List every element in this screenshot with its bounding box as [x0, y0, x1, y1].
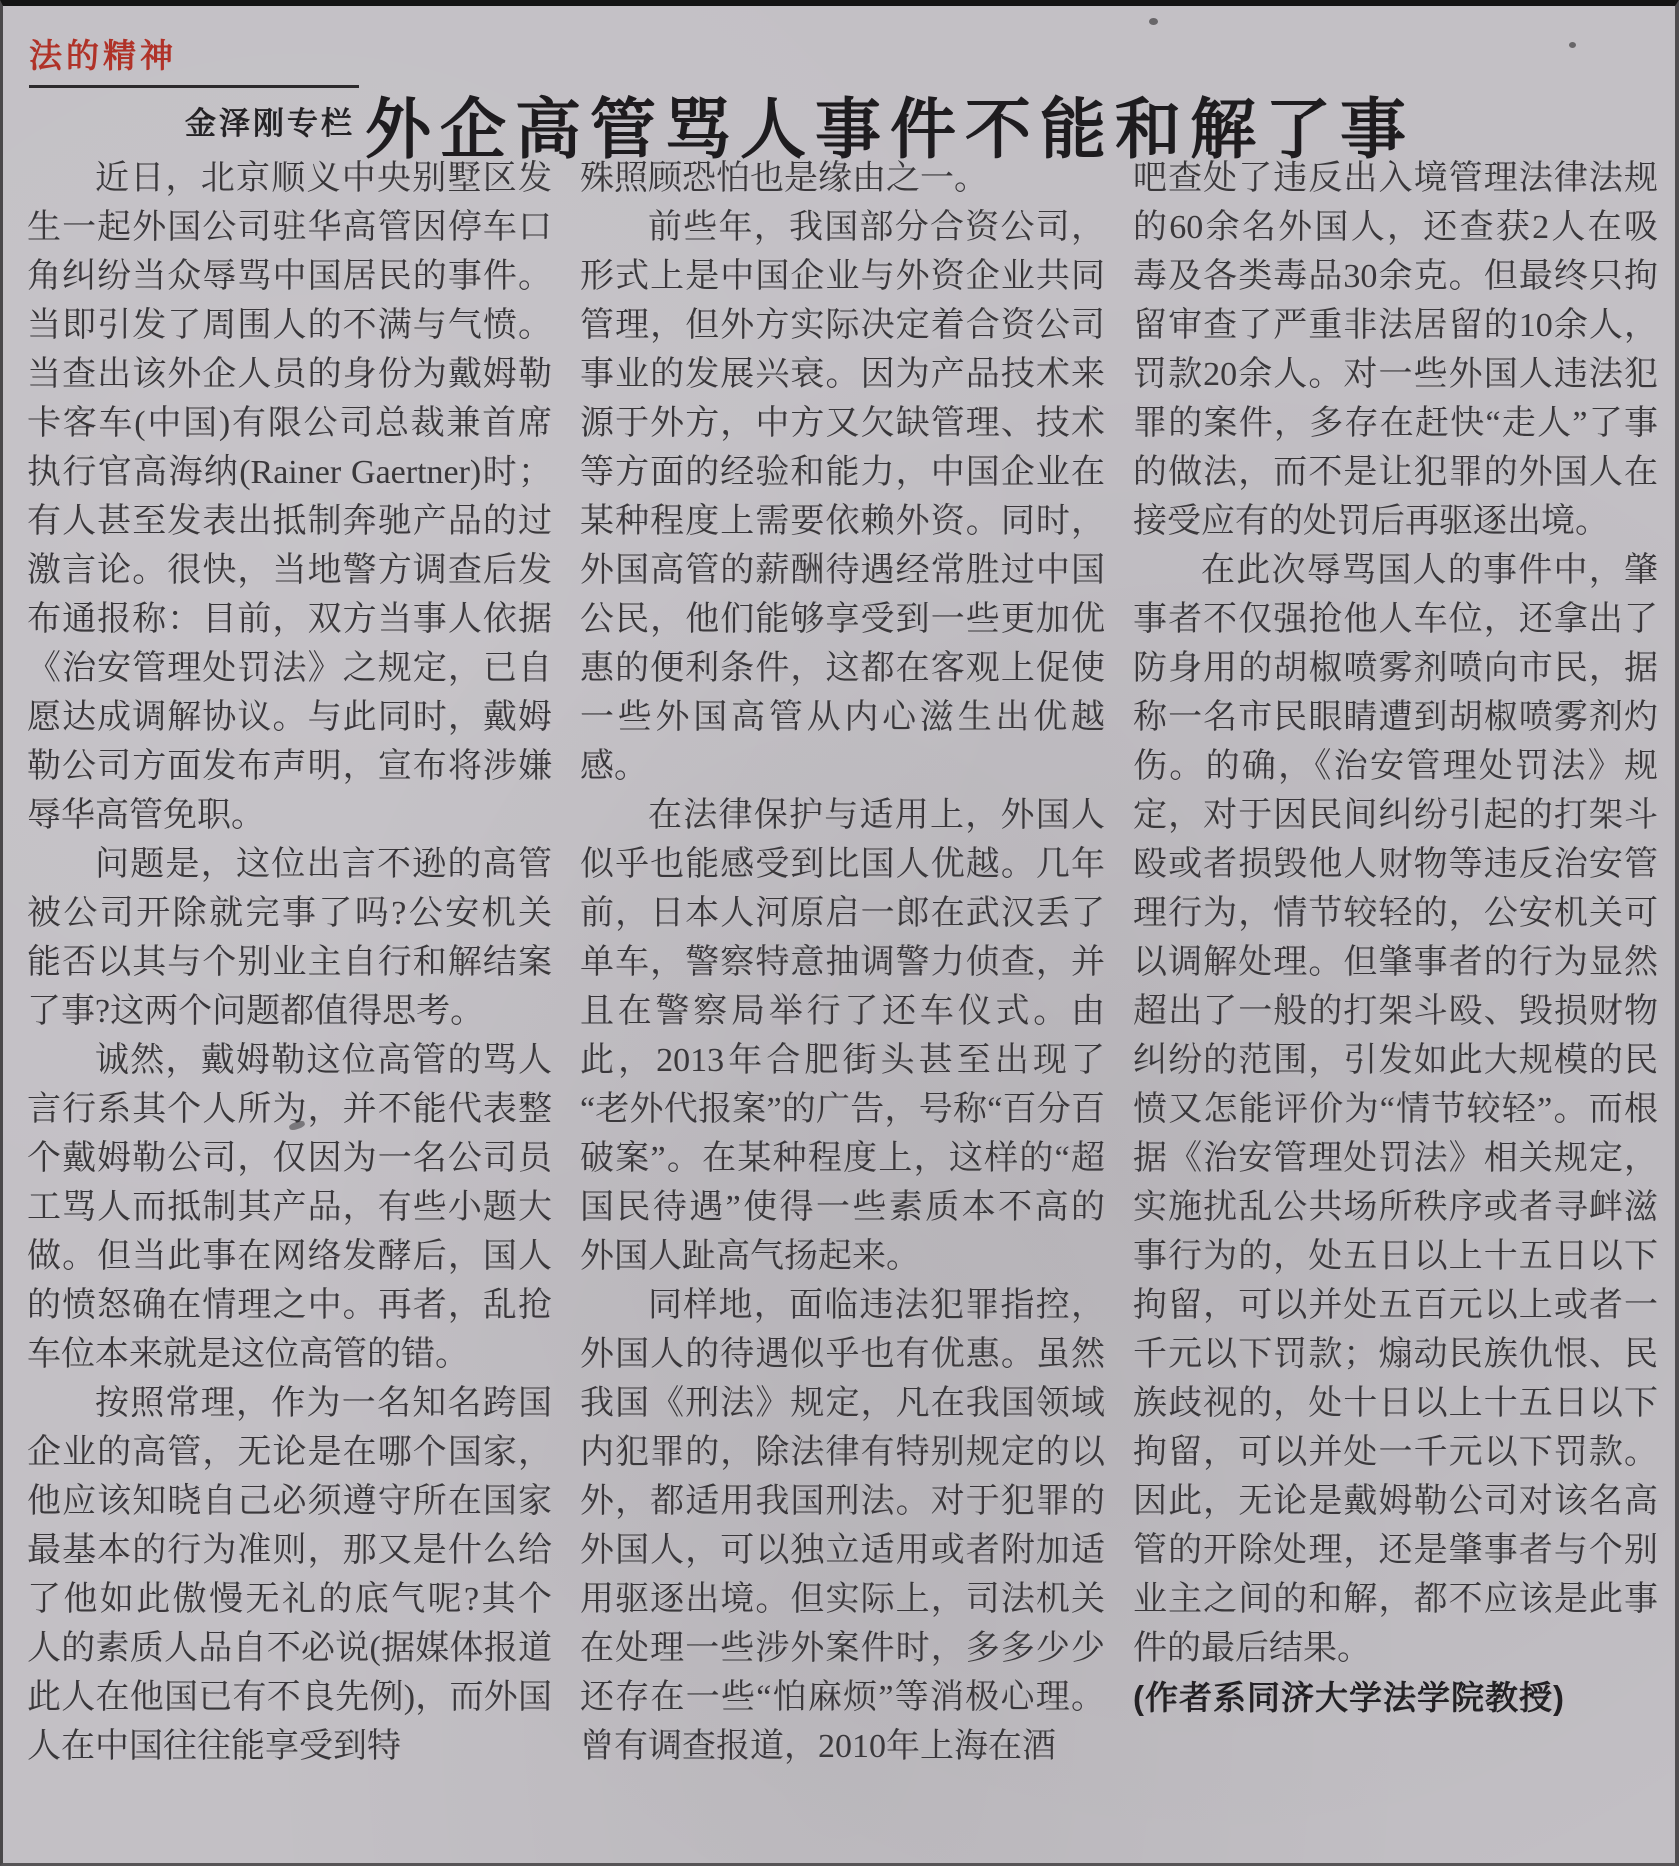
article-paragraph: 在法律保护与适用上，外国人似乎也能感受到比国人优越。几年前，日本人河原启一郎在武汉丢了单车，警察特意抽调警力侦查，并且在警察局举行了还车仪式。由此，2013年合肥街头甚至出现了“老外代报案”的广告，号称“百分百破案”。在某种程度上，这样的“超国民待遇”使得一些素质本不高的外国人趾高气扬起来。: [580, 797, 1105, 1275]
article-paragraph: 诚然，戴姆勒这位高管的骂人言行系其个人所为，并不能代表整个戴姆勒公司，仅因为一名公司员工骂人而抵制其产品，有些小题大做。但当此事在网络发酵后，国人的愤怒确在情理之中。再者，乱抢车位本来就是这位高管的错。: [27, 1042, 552, 1373]
article-paragraph: 按照常理，作为一名知名跨国企业的高管，无论是在哪个国家，他应该知晓自己必须遵守所在国家最基本的行为准则，那又是什么给了他如此傲慢无礼的底气呢?其个人的素质人品自不必说(据媒体报道此人在他国已有不良先例)，而外国人在中国往往能享受到特: [27, 1385, 552, 1765]
article-paragraph-continued: 殊照顾恐怕也是缘由之一。: [580, 160, 988, 197]
author-byline: (作者系同济大学法学院教授): [1133, 1679, 1565, 1716]
article-paragraph: 问题是，这位出言不逊的高管被公司开除就完事了吗?公安机关能否以其与个别业主自行和解结案了事?这两个问题都值得思考。: [27, 846, 552, 1030]
masthead: [29, 30, 365, 143]
article-headline: 外企高管骂人事件不能和解了事: [365, 92, 1415, 167]
scan-speck: [1569, 42, 1576, 48]
article-column-2: [580, 154, 1105, 1771]
author-column-label: 金泽刚专栏: [185, 106, 355, 141]
article-paragraph: 近日，北京顺义中央别墅区发生一起外国公司驻华高管因停车口角纠纷当众辱骂中国居民的事件。当即引发了周围人的不满与气愤。当查出该外企人员的身份为戴姆勒卡客车(中国)有限公司总裁兼首席执行官高海纳(Rainer Gaertner)时；有人甚至发表出抵制奔驰产品的过激言论。很快，当地警方调查后发布通报称：目前，双方当事人依据《治安管理处罚法》之规定，已自愿达成调解协议。与此同时，戴姆勒公司方面发布声明，宣布将涉嫌辱华高管免职。: [27, 160, 552, 834]
article-body: [27, 154, 1658, 1771]
article-paragraph-continued: 吧查处了违反出入境管理法律法规的60余名外国人，还查获2人在吸毒及各类毒品30余克。但最终只拘留审查了严重非法居留的10余人，罚款20余人。对一些外国人违法犯罪的案件，多存在赶快“走人”了事的做法，而不是让犯罪的外国人在接受应有的处罚后再驱逐出境。: [1133, 160, 1658, 540]
article-paragraph: 前些年，我国部分合资公司，形式上是中国企业与外资企业共同管理，但外方实际决定着合资公司事业的发展兴衰。因为产品技术来源于外方，中方又欠缺管理、技术等方面的经验和能力，中国企业在某种程度上需要依赖外资。同时，外国高管的薪酬待遇经常胜过中国公民，他们能够享受到一些更加优惠的便利条件，这都在客观上促使一些外国高管从内心滋生出优越感。: [580, 209, 1105, 785]
section-title: 法的精神: [29, 37, 177, 74]
article-column-3: [1133, 154, 1658, 1771]
article-paragraph: 同样地，面临违法犯罪指控，外国人的待遇似乎也有优惠。虽然我国《刑法》规定，凡在我国领域内犯罪的，除法律有特别规定的以外，都适用我国刑法。对于犯罪的外国人，可以独立适用或者附加适用驱逐出境。但实际上，司法机关在处理一些涉外案件时，多多少少还存在一些“怕麻烦”等消极心理。曾有调查报道，2010年上海在酒: [580, 1287, 1105, 1765]
article-paragraph: 在此次辱骂国人的事件中，肇事者不仅强抢他人车位，还拿出了防身用的胡椒喷雾剂喷向市民，据称一名市民眼睛遭到胡椒喷雾剂灼伤。的确，《治安管理处罚法》规定，对于因民间纠纷引起的打架斗殴或者损毁他人财物等违反治安管理行为，情节较轻的，公安机关可以调解处理。但肇事者的行为显然超出了一般的打架斗殴、毁损财物纠纷的范围，引发如此大规模的民愤又怎能评价为“情节较轻”。而根据《治安管理处罚法》相关规定，实施扰乱公共场所秩序或者寻衅滋事行为的，处五日以上十五日以下拘留，可以并处五百元以上或者一千元以下罚款；煽动民族仇恨、民族歧视的，处十日以上十五日以下拘留，可以并处一千元以下罚款。因此，无论是戴姆勒公司对该名高管的开除处理，还是肇事者与个别业主之间的和解，都不应该是此事件的最后结果。: [1133, 552, 1658, 1667]
masthead-divider: [29, 85, 359, 88]
article-column-1: [27, 154, 552, 1771]
scan-speck: [1149, 18, 1158, 25]
